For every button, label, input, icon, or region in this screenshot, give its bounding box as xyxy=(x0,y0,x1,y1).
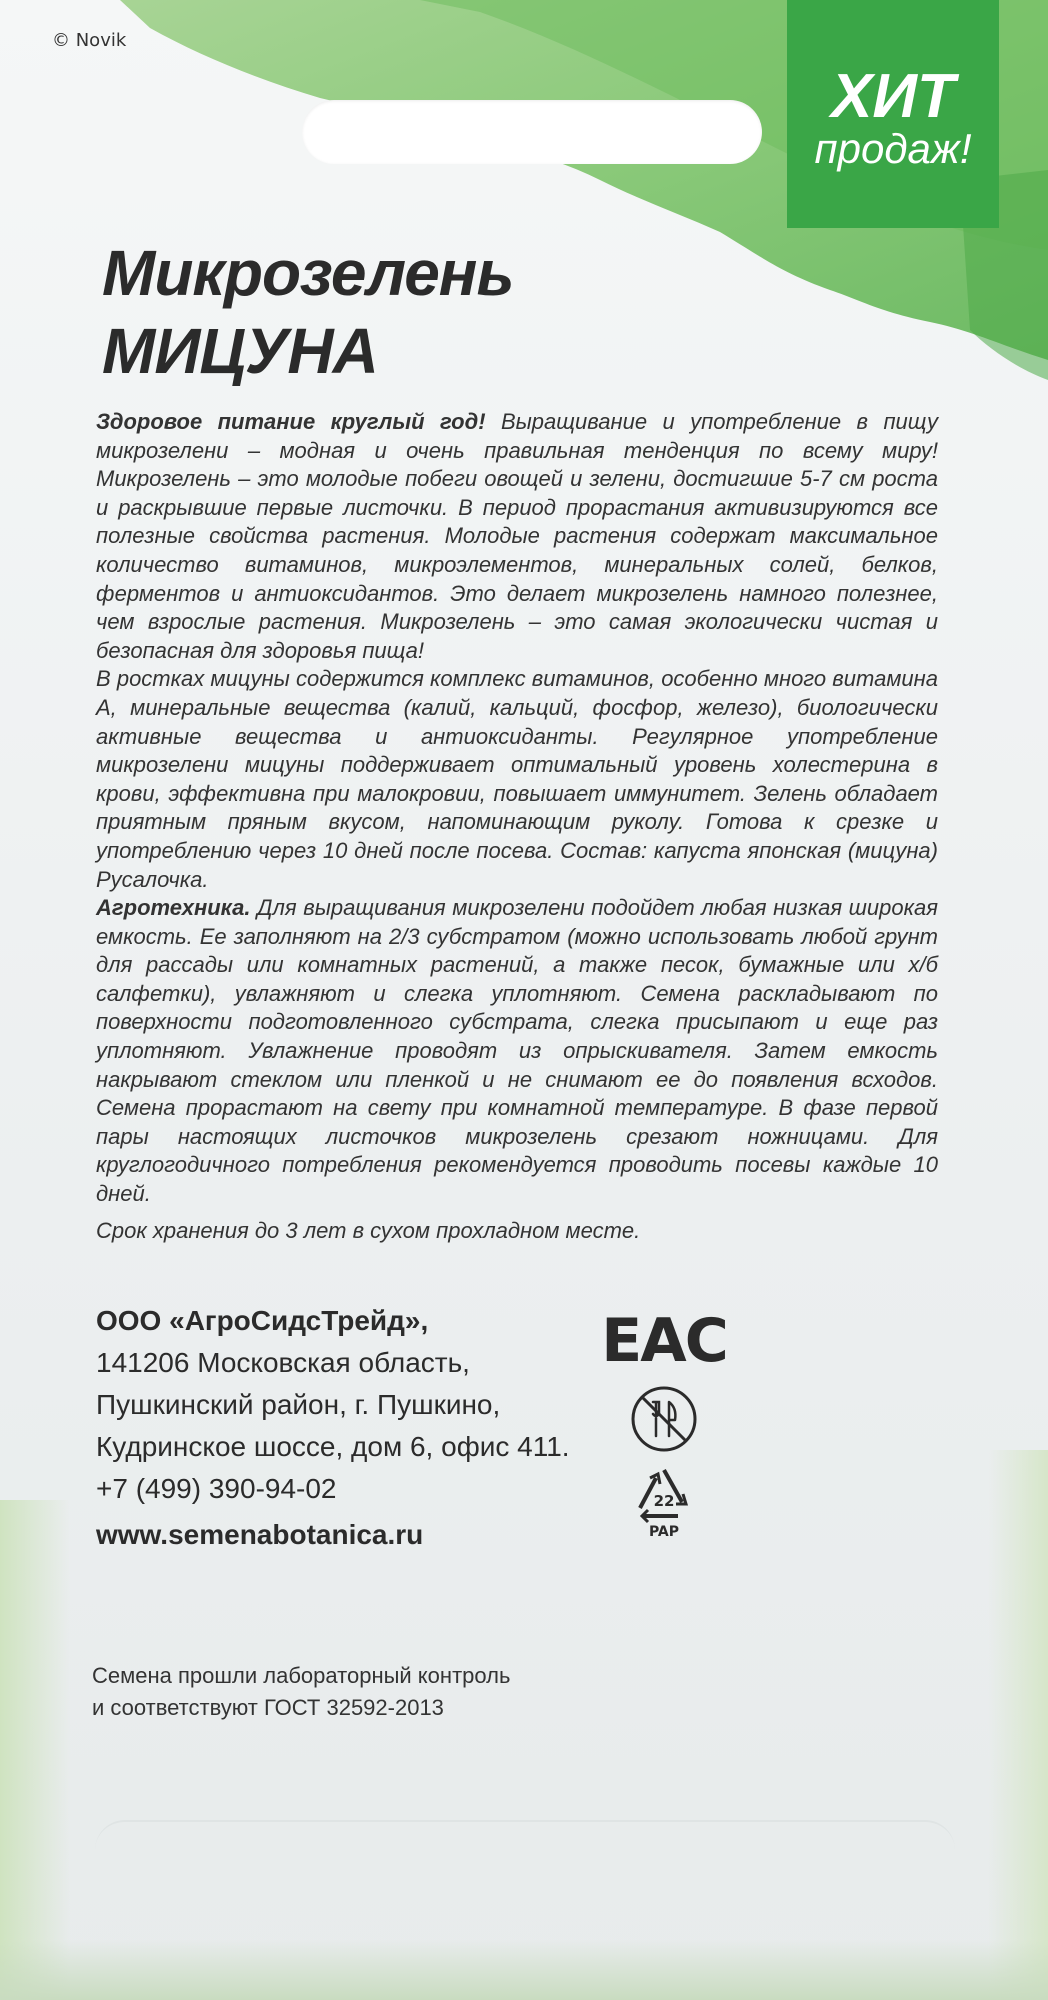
intro-paragraph xyxy=(96,408,938,665)
product-variety: МИЦУНА xyxy=(102,315,378,387)
recycle-number: 22 xyxy=(653,1492,675,1510)
company-phone: +7 (499) 390-94-02 xyxy=(96,1473,337,1504)
hang-slot xyxy=(302,100,762,164)
lab-line-1: Семена прошли лабораторный контроль xyxy=(92,1663,511,1688)
eac-mark: EAC xyxy=(601,1306,727,1376)
agro-paragraph xyxy=(96,894,938,1209)
recycle-code: PAP xyxy=(648,1524,680,1540)
copyright: © Novik xyxy=(52,30,127,51)
agro-bold: Агротехника. xyxy=(96,895,251,921)
intro-bold: Здоровое питание круглый год! xyxy=(96,409,486,434)
company-address-2: Пушкинский район, г. Пушкино, xyxy=(96,1389,501,1420)
certification-marks xyxy=(601,1306,727,1540)
bestseller-badge xyxy=(787,0,999,228)
benefits-paragraph: В ростках мицуны содержится комплекс витаминов, особенно много витамина А, минеральные вещества (калий, кальций, фосфор, железо), биологически активные вещества и антиоксиданты. Регулярное употребление микрозелени мицуны поддерживает оптимальный уровень холестерина в крови, эффективна при малокровии, повышает иммунитет. Зелень обладает приятным пряным вкусом, напоминающим руколу. Готова к срезке и употреблению через 10 дней после посева. Состав: капуста японская (мицуна) Русалочка. xyxy=(96,666,938,892)
lab-control-note xyxy=(92,1660,592,1724)
badge-line1: ХИТ xyxy=(831,62,955,131)
side-decoration-right xyxy=(988,1450,1048,2000)
description xyxy=(96,408,938,1245)
company-info xyxy=(96,1300,656,1556)
storage-info: Срок хранения до 3 лет в сухом прохладном месте. xyxy=(96,1217,641,1243)
not-food-contact-icon xyxy=(629,1384,699,1454)
company-website: www.semenabotanica.ru xyxy=(96,1519,424,1550)
agro-text: Для выращивания микрозелени подойдет любая низкая широкая емкость. Ее заполняют на 2/3 субстратом (можно использовать любой грунт для рассады или комнатных растений, а также песок, бумажные или х/б салфетки), увлажняют и слегка уплотняют. Семена раскладывают по поверхности подготовленного субстрата, слегка присыпают и еще раз уплотняют. Увлажнение проводят из опрыскивателя. Затем емкость накрывают стеклом или пленкой и не снимают ее до появления всходов. Семена прорастают на свету при комнатной температуре. В фазе первой пары настоящих листочков микрозелень срезают ножницами. Для круглогодичного потребления рекомендуется проводить посевы каждые 10 дней. xyxy=(96,895,938,1207)
packet-flap xyxy=(95,1820,955,1962)
product-title: Микрозелень xyxy=(102,237,514,309)
company-address-1: 141206 Московская область, xyxy=(96,1347,470,1378)
lab-line-2: и соответствуют ГОСТ 32592-2013 xyxy=(92,1695,444,1720)
company-name: ООО «АгроСидсТрейд», xyxy=(96,1305,429,1336)
side-decoration-left xyxy=(0,1500,70,2000)
recycle-icon xyxy=(626,1464,702,1540)
intro-text: Выращивание и употребление в пищу микрозелени – модная и очень правильная тенденция по всему миру! Микрозелень – это молодые побеги овощей и зелени, достигшие 5-7 см роста и раскрывшие первые листочки. В период прорастания активизируются все полезные свойства растения. Молодые растения содержат максимальное количество витаминов, микроэлементов, минеральных солей, белков, ферментов и антиоксидантов. Это делает микрозелень намного полезнее, чем взрослые растения. Микрозелень – это самая экологически чистая и безопасная для здоровья пища! xyxy=(96,409,938,663)
badge-line2: продаж! xyxy=(814,125,972,172)
company-address-3: Кудринское шоссе, дом 6, офис 411. xyxy=(96,1431,570,1462)
